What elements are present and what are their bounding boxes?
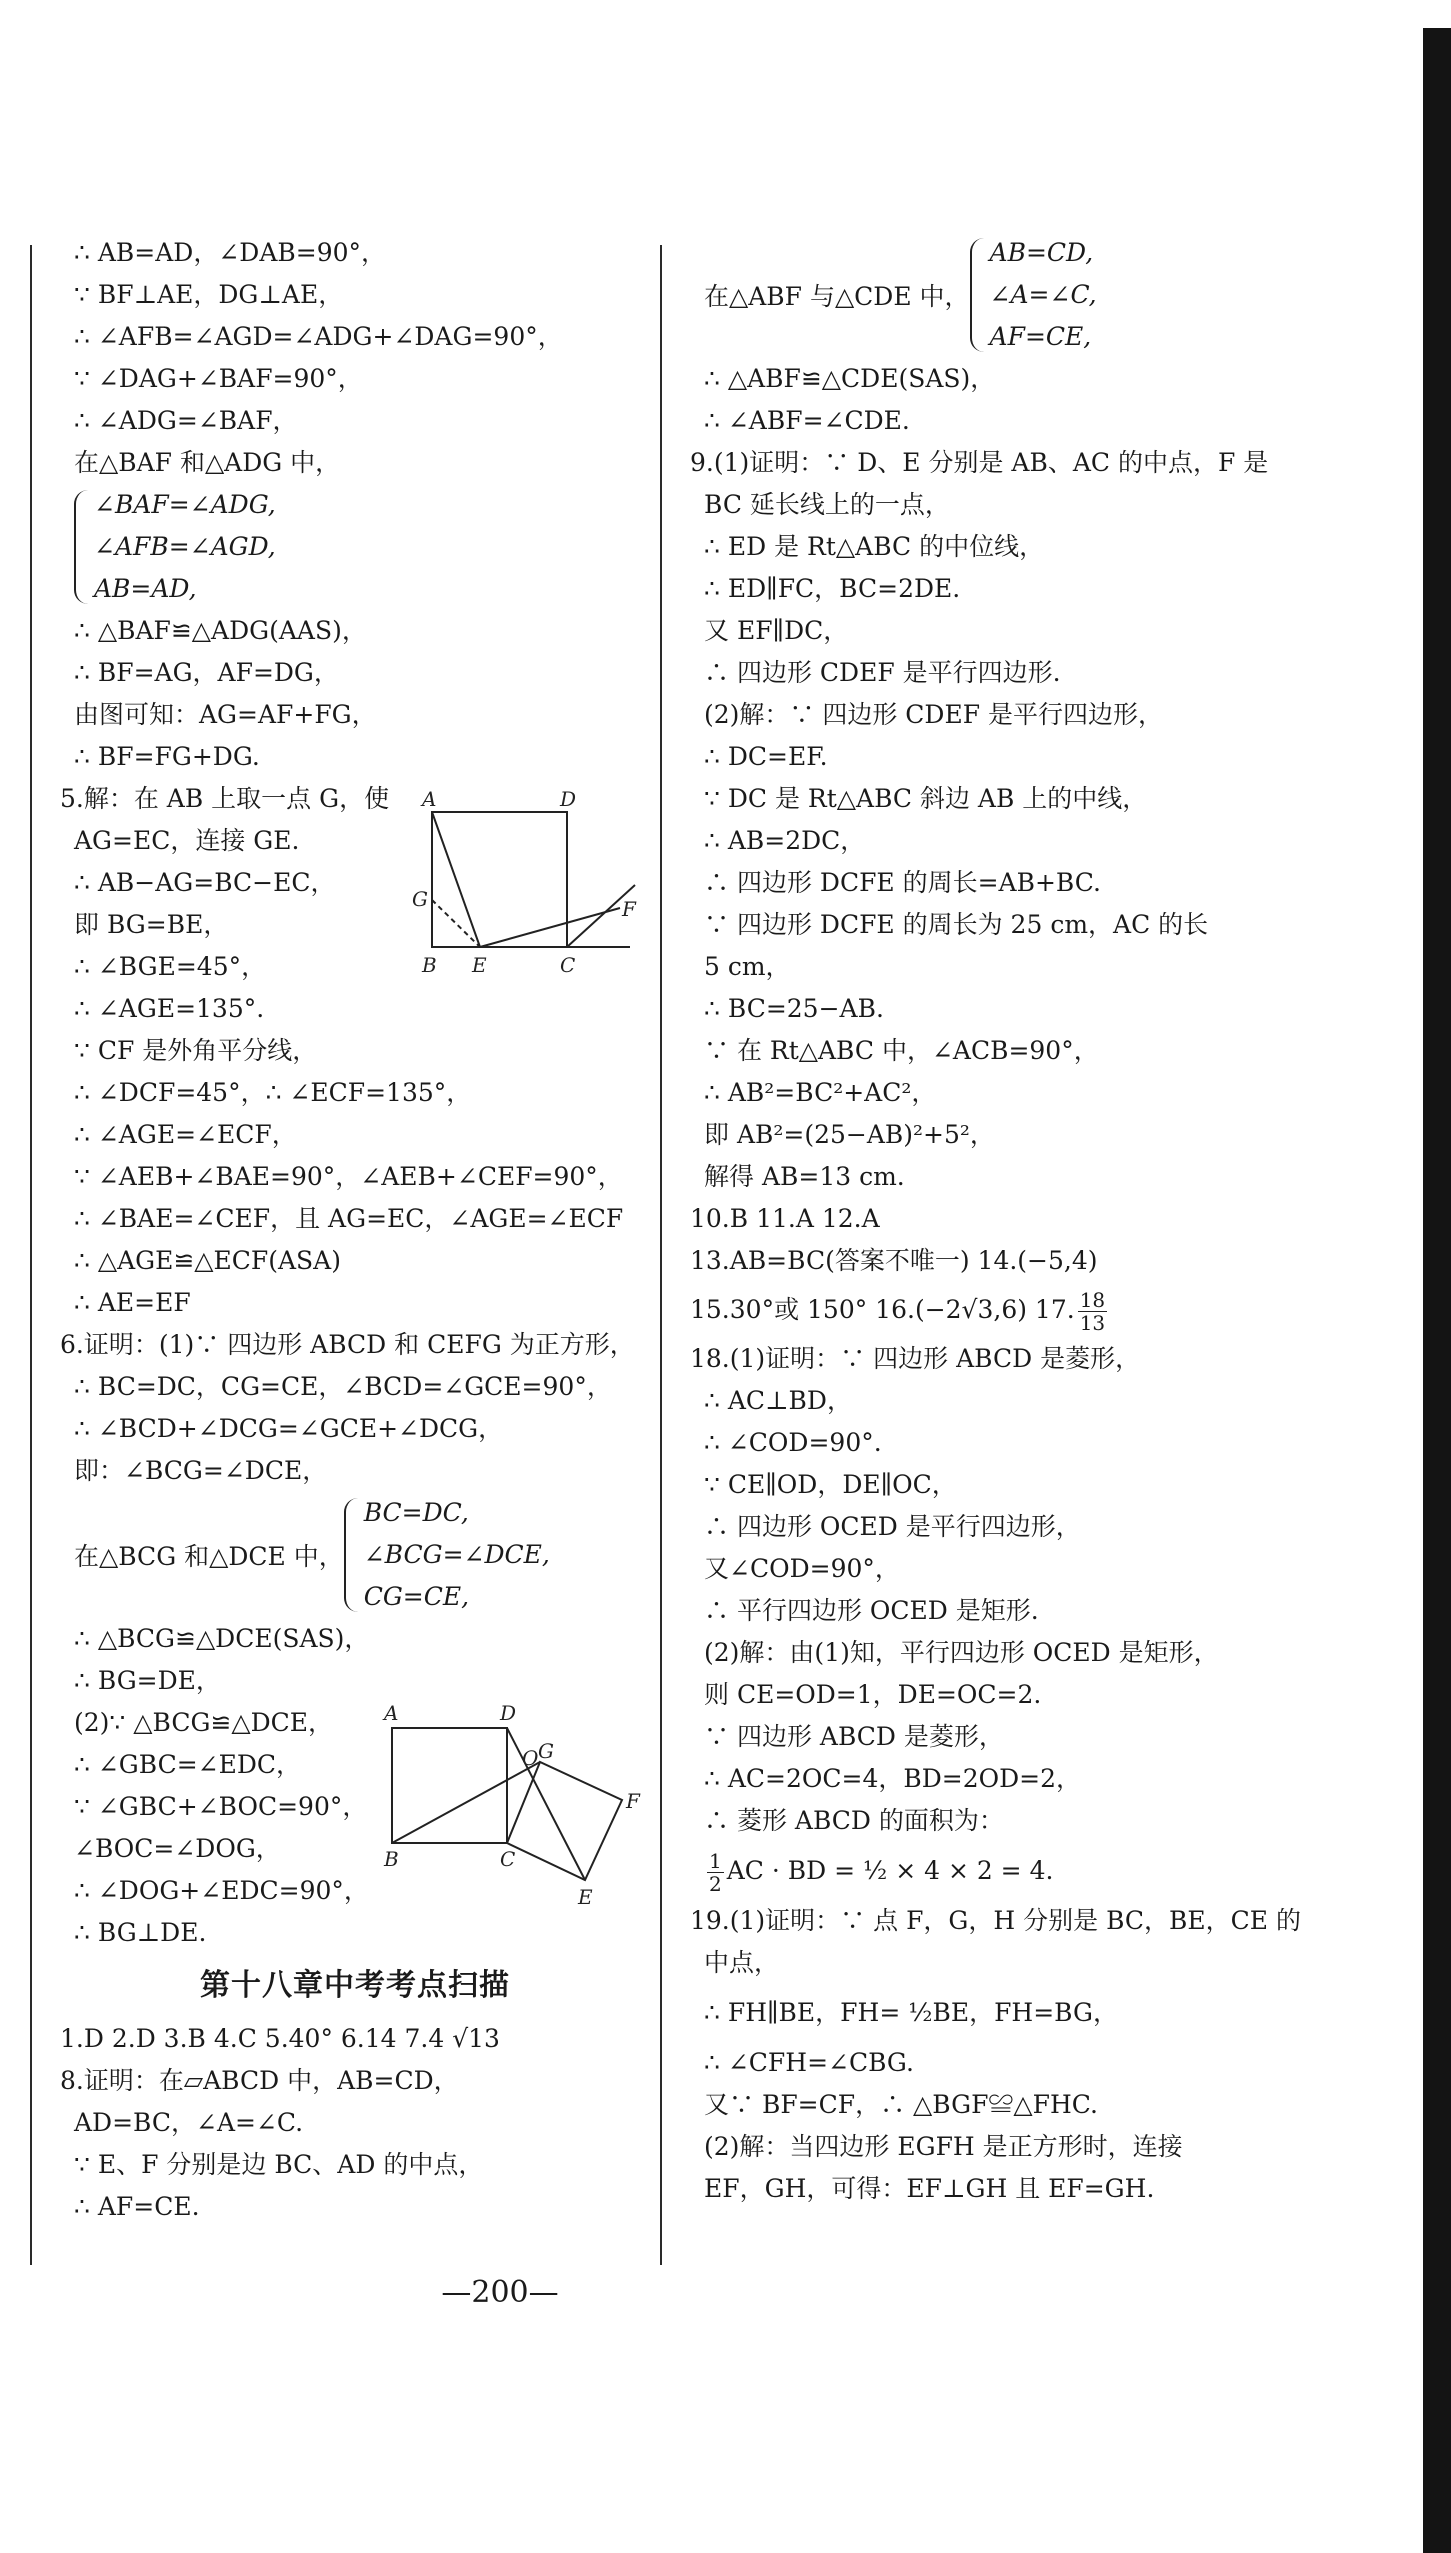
answer-line: 1.D 2.D 3.B 4.C 5.40° 6.14 7.4 √13 [60, 2024, 500, 2053]
svg-text:G: G [412, 887, 428, 911]
text-line: ∴ AC=2OC=4，BD=2OD=2， [704, 1764, 1082, 1793]
answer-line: 13.AB=BC(答案不唯一) 14.(−5,4) [690, 1246, 1098, 1275]
svg-text:E: E [578, 1885, 593, 1909]
equation-system [690, 232, 1370, 358]
text-line: ∴ DC=EF. [704, 742, 828, 771]
question-5-title: 5.解：在 AB 上取一点 G，使 [60, 784, 390, 813]
text-line: ∵ 在 Rt△ABC 中，∠ACB=90°， [704, 1036, 1099, 1065]
answer-line [690, 1282, 1370, 1338]
text-line: (2)解：由(1)知，平行四边形 OCED 是矩形， [704, 1638, 1219, 1667]
text-line: 又∠COD=90°， [704, 1554, 900, 1583]
text-line: ∴ ED∥FC，BC=2DE. [704, 574, 961, 603]
text-line: 即 BG=BE， [74, 910, 229, 939]
svg-text:F: F [626, 1789, 640, 1813]
svg-text:O: O [522, 1746, 539, 1770]
system-line: ∠BCG=∠DCE, [363, 1540, 550, 1569]
text-line: ∴ BG⊥DE. [74, 1918, 207, 1947]
text-line: ∴ AB=AD，∠DAB=90°， [74, 238, 386, 267]
text-line: 由图可知：AG=AF+FG， [74, 700, 377, 729]
text-line: ∴ ∠GBC=∠EDC， [74, 1750, 302, 1779]
system-line: AB=CD, [989, 238, 1094, 267]
svg-text:F: F [622, 897, 636, 921]
text-line: 即：∠BCG=∠DCE， [74, 1456, 328, 1485]
formula-text: AC · BD = ½ × 4 × 2 = 4. [726, 1856, 1054, 1885]
area-formula [690, 1842, 1370, 1900]
text-line: ∴ AB=2DC， [704, 826, 866, 855]
brace-icon [74, 490, 90, 604]
text-line: ∵ ∠DAG+∠BAF=90°， [74, 364, 363, 393]
svg-text:C: C [560, 953, 576, 977]
text-line: ∵ 四边形 DCFE 的周长为 25 cm，AC 的长 [704, 910, 1209, 939]
text-line: ∵ ∠GBC+∠BOC=90°， [74, 1792, 368, 1821]
text-line: ∴ ∠BAE=∠CEF，且 AG=EC，∠AGE=∠ECF [74, 1204, 624, 1233]
question-18-title: 18.(1)证明：∵ 四边形 ABCD 是菱形， [690, 1344, 1141, 1373]
text-line: ∴ 菱形 ABCD 的面积为： [704, 1806, 1004, 1835]
svg-text:G: G [538, 1739, 554, 1763]
left-column [60, 232, 650, 2228]
question-19-title: 19.(1)证明：∵ 点 F，G，H 分别是 BC，BE，CE 的 [690, 1906, 1301, 1935]
text-line: ∴ BC=DC，CG=CE，∠BCD=∠GCE=90°， [74, 1372, 612, 1401]
svg-text:C: C [500, 1847, 516, 1871]
brace-icon [344, 1498, 360, 1612]
text-line: ∴ ∠DOG+∠EDC=90°， [74, 1876, 369, 1905]
text-line: ∴ BC=25−AB. [704, 994, 884, 1023]
question-8-title: 8.证明：在▱ABCD 中，AB=CD， [60, 2066, 459, 2095]
text-line: ∵ CE∥OD，DE∥OC， [704, 1470, 957, 1499]
svg-text:B: B [422, 953, 437, 977]
text-line: ∴ BG=DE， [74, 1666, 221, 1695]
text-line: (2)解：当四边形 EGFH 是正方形时，连接 [704, 2132, 1183, 2161]
system-line: ∠A=∠C, [989, 280, 1097, 309]
text-line: ∴ ∠ADG=∠BAF， [74, 406, 298, 435]
system-line: AB=AD, [94, 574, 197, 603]
text-line: ∴ ∠BGE=45°， [74, 952, 267, 981]
text-line: ∴ ∠BCD+∠DCG=∠GCE+∠DCG， [74, 1414, 504, 1443]
text-line: ∴ ∠AGE=∠ECF， [74, 1120, 297, 1149]
text-line: ∴ △BAF≌△ADG(AAS)， [74, 616, 367, 645]
q5-figure [410, 790, 650, 980]
text-line: 又∵ BF=CF，∴ △BGF≌△FHC. [704, 2090, 1098, 2119]
text-line: 则 CE=OD=1，DE=OC=2. [704, 1680, 1042, 1709]
system-prefix: 在△ABF 与△CDE 中， [704, 282, 970, 311]
text-line: ∴ 四边形 CDEF 是平行四边形. [704, 658, 1061, 687]
answer-line: 10.B 11.A 12.A [690, 1204, 880, 1233]
text-line: (2)解：∵ 四边形 CDEF 是平行四边形， [704, 700, 1164, 729]
system-line: ∠BAF=∠ADG, [94, 490, 276, 519]
text-line: ∵ CF 是外角平分线， [74, 1036, 318, 1065]
text-line: ∴ 四边形 OCED 是平行四边形， [704, 1512, 1081, 1541]
text-line: 5 cm， [704, 952, 791, 981]
text-line: ∵ BF⊥AE，DG⊥AE， [74, 280, 344, 309]
column-divider [660, 245, 662, 2265]
text-line: ∴ FH∥BE，FH= ½BE，FH=BG， [704, 1998, 1118, 2027]
text-line: 中点， [704, 1948, 780, 1977]
text-line: ∴ ∠ABF=∠CDE. [704, 406, 910, 435]
text-line: (2)∵ △BCG≌△DCE， [74, 1708, 334, 1737]
svg-text:D: D [560, 790, 577, 811]
text-line: ∴ ED 是 Rt△ABC 的中位线， [704, 532, 1045, 561]
text-line: 即 AB²=(25−AB)²+5²， [704, 1120, 995, 1149]
text-line: ∴ △ABF≌△CDE(SAS)， [704, 364, 996, 393]
svg-text:A: A [384, 1701, 399, 1725]
scan-edge-shadow [1423, 28, 1451, 2553]
text-line: 解得 AB=13 cm. [704, 1162, 905, 1191]
fraction-denominator: 13 [1079, 1311, 1106, 1335]
question-9-title: 9.(1)证明：∵ D、E 分别是 AB、AC 的中点，F 是 [690, 448, 1269, 477]
text-line: ∴ AC⊥BD， [704, 1386, 852, 1415]
question-6-title: 6.证明：(1)∵ 四边形 ABCD 和 CEFG 为正方形， [60, 1330, 635, 1359]
text-line: ∴ BF=FG+DG. [74, 742, 260, 771]
text-line: ∴ BF=AG，AF=DG， [74, 658, 339, 687]
text-line: ∴ AB−AG=BC−EC， [74, 868, 336, 897]
text-line: AG=EC，连接 GE. [74, 826, 300, 855]
system-line: CG=CE, [363, 1582, 470, 1611]
left-margin-rule [30, 245, 32, 2265]
text-line: 在△BAF 和△ADG 中， [74, 448, 341, 477]
answer-text: 15.30°或 150° 16.(−2√3,6) 17. [690, 1295, 1075, 1324]
section-title: 第十八章中考考点扫描 [200, 1968, 510, 2003]
text-line: ∠BOC=∠DOG， [74, 1834, 281, 1863]
svg-text:B: B [384, 1847, 399, 1871]
text-line: ∴ △AGE≌△ECF(ASA) [74, 1246, 341, 1275]
text-line: ∵ DC 是 Rt△ABC 斜边 AB 上的中线， [704, 784, 1148, 813]
text-line: ∴ ∠AFB=∠AGD=∠ADG+∠DAG=90°， [74, 322, 563, 351]
fraction [1078, 1289, 1107, 1334]
fraction-half: $\frac{1}{2}$ [709, 1849, 722, 1896]
right-column [690, 232, 1370, 2210]
text-line: ∵ ∠AEB+∠BAE=90°，∠AEB+∠CEF=90°， [74, 1162, 623, 1191]
system-line: ∠AFB=∠AGD, [94, 532, 276, 561]
q5-figure-lines [432, 812, 635, 947]
system-line: BC=DC, [363, 1498, 469, 1527]
text-line: ∴ AE=EF [74, 1288, 191, 1317]
page-number: —200— [441, 2275, 559, 2310]
text-line: ∴ ∠CFH=∠CBG. [704, 2048, 914, 2077]
equation-system [60, 1492, 650, 1618]
svg-text:A: A [422, 790, 437, 811]
svg-text:E: E [472, 953, 487, 977]
text-line: AD=BC，∠A=∠C. [74, 2108, 304, 2137]
equation-system [60, 484, 650, 610]
text-line: 又 EF∥DC， [704, 616, 849, 645]
text-line: BC 延长线上的一点， [704, 490, 950, 519]
text-line: EF，GH，可得：EF⊥GH 且 EF=GH. [704, 2174, 1155, 2203]
text-line: ∴ AF=CE. [74, 2192, 200, 2221]
text-line: ∴ 平行四边形 OCED 是矩形. [704, 1596, 1039, 1625]
text-line: ∴ ∠AGE=135°. [74, 994, 265, 1023]
text-line: ∴ △BCG≌△DCE(SAS)， [74, 1624, 370, 1653]
text-line: ∵ E、F 分别是边 BC、AD 的中点， [74, 2150, 484, 2179]
text-line: ∵ 四边形 ABCD 是菱形， [704, 1722, 1004, 1751]
q6-figure [380, 1700, 650, 1920]
text-line: ∴ ∠DCF=45°，∴ ∠ECF=135°， [74, 1078, 472, 1107]
text-line: ∴ ∠COD=90°. [704, 1428, 882, 1457]
system-prefix: 在△BCG 和△DCE 中， [74, 1542, 344, 1571]
system-line: AF=CE, [989, 322, 1092, 351]
svg-text:D: D [500, 1701, 517, 1725]
brace-icon [970, 238, 986, 352]
fraction-numerator: 18 [1079, 1288, 1106, 1312]
text-line: ∴ 四边形 DCFE 的周长=AB+BC. [704, 868, 1101, 897]
text-line: ∴ AB²=BC²+AC²， [704, 1078, 937, 1107]
